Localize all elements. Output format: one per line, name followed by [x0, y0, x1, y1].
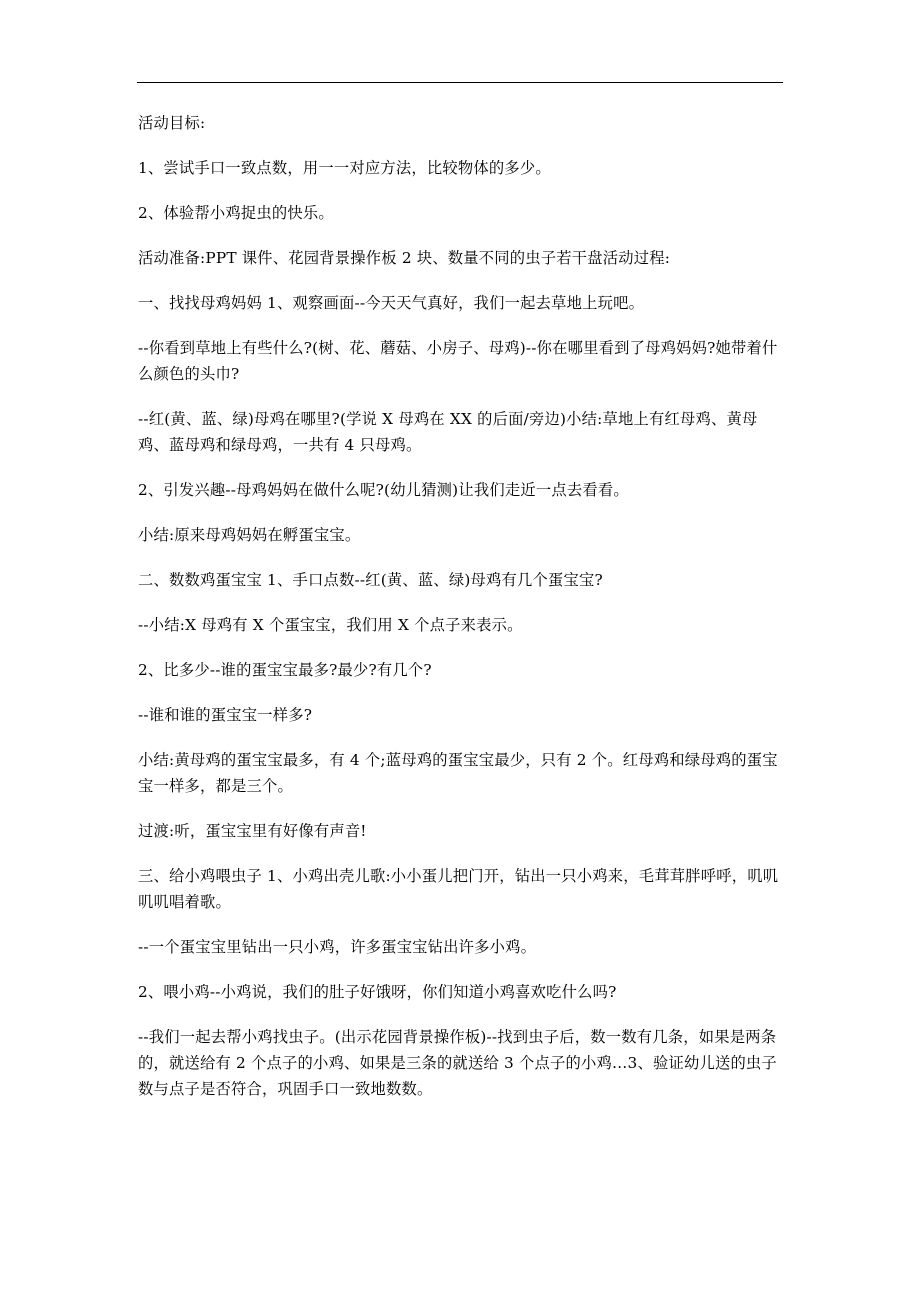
section-3-chicks-hatch: --一个蛋宝宝里钻出一只小鸡，许多蛋宝宝钻出许多小鸡。	[138, 938, 537, 956]
section-2-summary-dots: --小结:X 母鸡有 X 个蛋宝宝，我们用 X 个点子来表示。	[138, 616, 523, 634]
section-1-question-grass: --你看到草地上有些什么?(树、花、蘑菇、小房子、母鸡)--你在哪里看到了母鸡妈妈?她带着什么颜色的头巾?	[138, 339, 778, 383]
section-3-feed: 2、喂小鸡--小鸡说，我们的肚子好饿呀，你们知道小鸡喜欢吃什么吗?	[138, 983, 617, 1001]
section-2-compare: 2、比多少--谁的蛋宝宝最多?最少?有几个?	[138, 661, 432, 679]
header-rule	[137, 82, 783, 83]
heading-activity-goals: 活动目标:	[138, 114, 206, 132]
section-3-find-worms: --我们一起去帮小鸡找虫子。(出示花园背景操作板)--找到虫子后，数一数有几条，如果是两条的，就送给有 2 个点子的小鸡、如果是三条的就送给 3 个点子的小鸡…3、验证幼儿送的虫子数与点子是否符合，巩固手口一致地数数。	[138, 1028, 777, 1098]
section-1-find-hen: 一、找找母鸡妈妈 1、观察画面--今天天气真好，我们一起去草地上玩吧。	[138, 294, 645, 312]
transition-text: 过渡:听，蛋宝宝里有好像有声音!	[138, 822, 367, 840]
goal-item-1: 1、尝试手口一致点数，用一一对应方法，比较物体的多少。	[138, 159, 551, 177]
section-2-same-count: --谁和谁的蛋宝宝一样多?	[138, 706, 313, 724]
document-body	[138, 110, 784, 1121]
section-2-count-eggs: 二、数数鸡蛋宝宝 1、手口点数--红(黄、蓝、绿)母鸡有几个蛋宝宝?	[138, 571, 603, 589]
section-1-question-where: --红(黄、蓝、绿)母鸡在哪里?(学说 X 母鸡在 XX 的后面/旁边)小结:草地上有红母鸡、黄母鸡、蓝母鸡和绿母鸡，一共有 4 只母鸡。	[138, 410, 758, 454]
section-2-summary-compare: 小结:黄母鸡的蛋宝宝最多，有 4 个;蓝母鸡的蛋宝宝最少，只有 2 个。红母鸡和绿母鸡的蛋宝宝一样多，都是三个。	[138, 751, 778, 795]
section-1-summary: 小结:原来母鸡妈妈在孵蛋宝宝。	[138, 526, 361, 544]
activity-preparation: 活动准备:PPT 课件、花园背景操作板 2 块、数量不同的虫子若干盘活动过程:	[138, 249, 671, 267]
section-3-feed-chicks: 三、给小鸡喂虫子 1、小鸡出壳儿歌:小小蛋儿把门开，钻出一只小鸡来，毛茸茸胖呼呼，叽叽叽叽唱着歌。	[138, 867, 779, 911]
section-1-interest: 2、引发兴趣--母鸡妈妈在做什么呢?(幼儿猜测)让我们走近一点去看看。	[138, 481, 629, 499]
goal-item-2: 2、体验帮小鸡捉虫的快乐。	[138, 204, 334, 222]
